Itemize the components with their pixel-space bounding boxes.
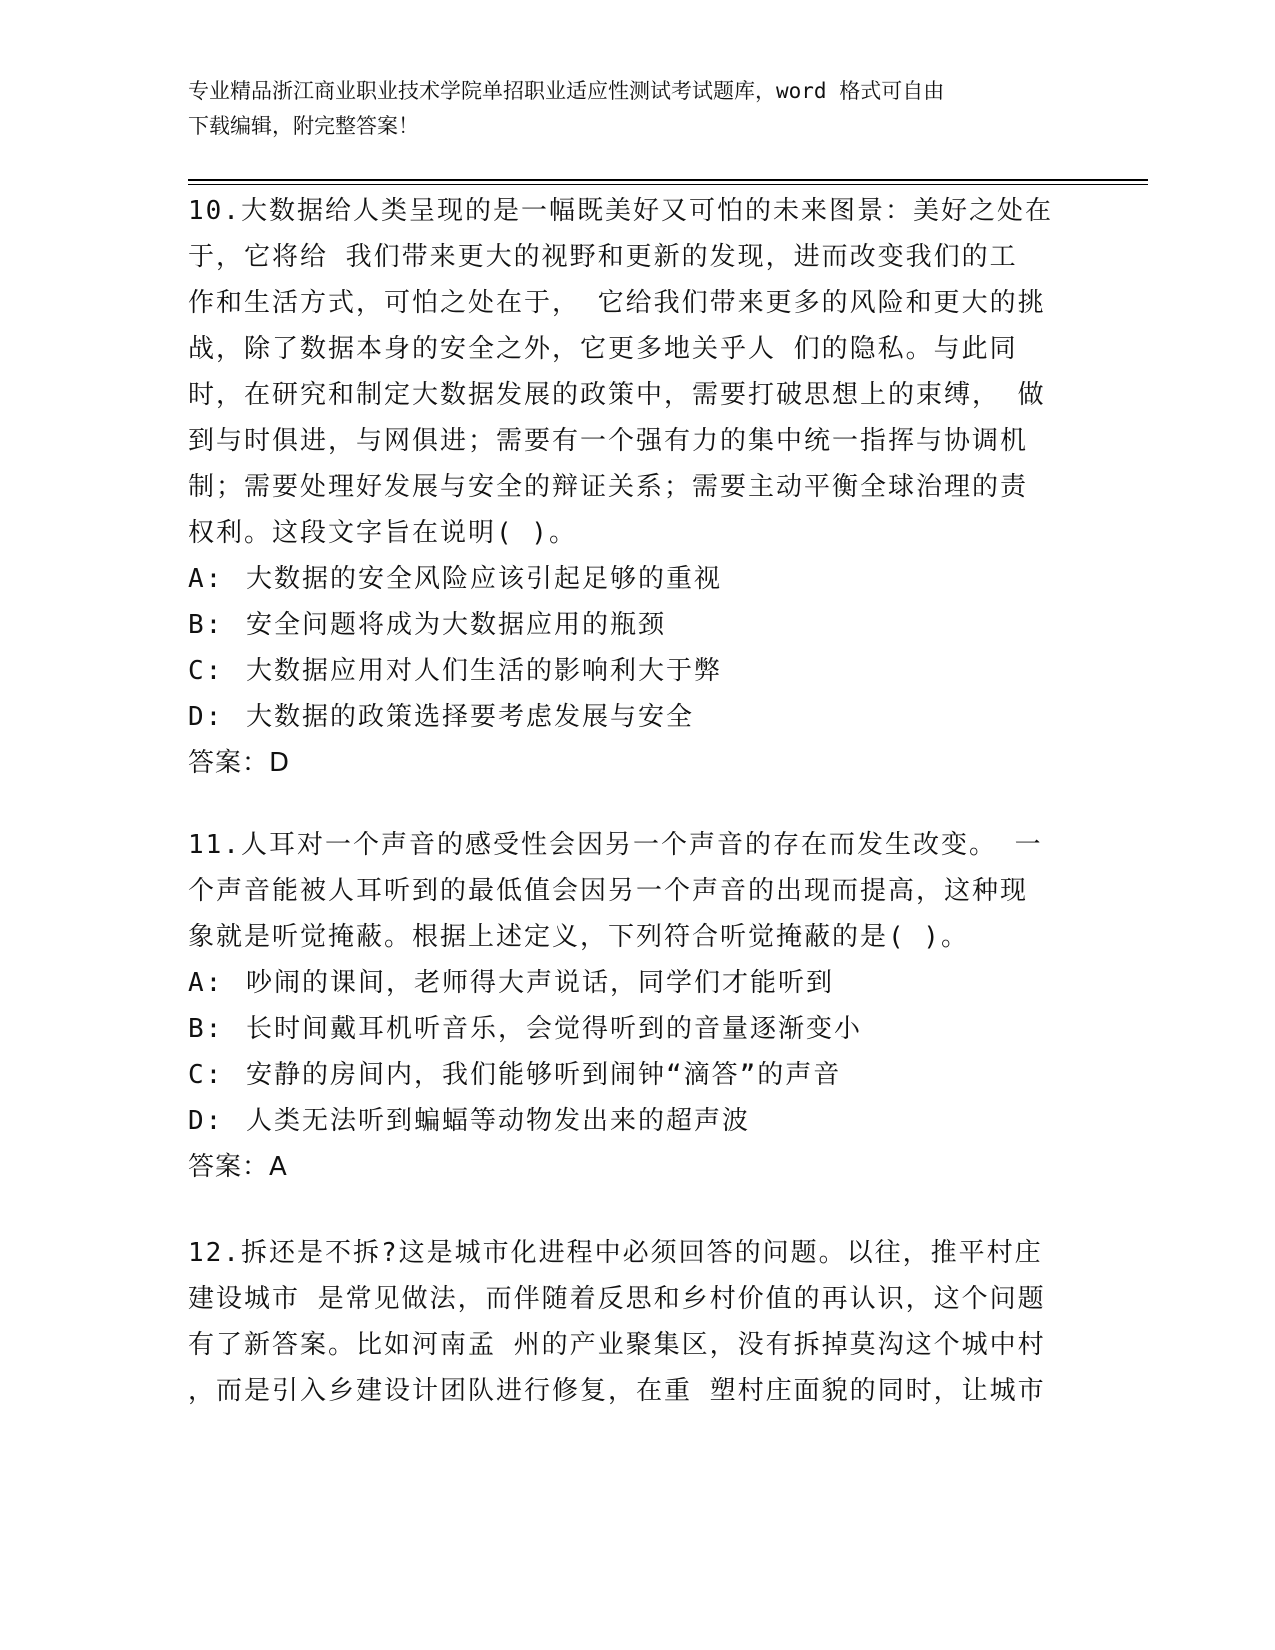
question-stem-line: ，而是引入乡建设计团队进行修复，在重 塑村庄面貌的同时，让城市 [188,1376,1046,1406]
page-header [188,74,1068,144]
header-divider-thin [188,184,1148,185]
option-text: 人类无法听到蝙蝠等动物发出来的超声波 [246,1106,751,1136]
header-line-2: 下载编辑，附完整答案！ [188,114,419,138]
option-text: 吵闹的课间，老师得大声说话，同学们才能听到 [246,968,835,998]
option-b [188,1006,1088,1052]
question-10 [188,188,1088,786]
option-key: C: [188,1060,224,1090]
option-key: C: [188,656,224,686]
option-text: 大数据的安全风险应该引起足够的重视 [246,564,723,594]
option-d [188,694,1088,740]
option-b [188,602,1088,648]
option-text: 大数据的政策选择要考虑发展与安全 [246,702,695,732]
option-text: 安静的房间内，我们能够听到闹钟“滴答”的声音 [246,1060,842,1090]
option-text: 安全问题将成为大数据应用的瓶颈 [246,610,667,640]
question-stem-line: 权利。这段文字旨在说明( )。 [188,518,577,548]
answer-line: 答案：A [188,1152,288,1182]
option-text: 大数据应用对人们生活的影响利大于弊 [246,656,723,686]
question-stem-line: 象就是听觉掩蔽。根据上述定义，下列符合听觉掩蔽的是( )。 [188,922,969,952]
header-line-1: 专业精品浙江商业职业技术学院单招职业适应性测试考试题库，word 格式可自由 [188,79,945,103]
option-d [188,1098,1088,1144]
option-a [188,556,1088,602]
option-key: A: [188,564,224,594]
option-a [188,960,1088,1006]
header-divider-thick [188,179,1148,181]
option-text: 长时间戴耳机听音乐，会觉得听到的音量逐渐变小 [246,1014,863,1044]
question-stem-line: 于，它将给 我们带来更大的视野和更新的发现，进而改变我们的工 [188,242,1018,272]
question-stem-line: 建设城市 是常见做法，而伴随着反思和乡村价值的再认识，这个问题 [188,1284,1046,1314]
question-stem-line: 10.大数据给人类呈现的是一幅既美好又可怕的未来图景：美好之处在 [188,196,1053,226]
option-c [188,648,1088,694]
answer-line: 答案：D [188,748,291,778]
option-c [188,1052,1088,1098]
question-stem-line: 作和生活方式，可怕之处在于， 它给我们带来更多的风险和更大的挑 [188,288,1046,318]
question-stem-line: 有了新答案。比如河南孟 州的产业聚集区，没有拆掉莫沟这个城中村 [188,1330,1046,1360]
option-key: A: [188,968,224,998]
question-12 [188,1230,1088,1414]
question-stem-line: 12.拆还是不拆?这是城市化进程中必须回答的问题。以往，推平村庄 [188,1238,1043,1268]
option-key: B: [188,1014,224,1044]
option-key: D: [188,1106,224,1136]
question-stem-line: 个声音能被人耳听到的最低值会因另一个声音的出现而提高，这种现 [188,876,1029,906]
question-11 [188,822,1088,1190]
question-stem-line: 11.人耳对一个声音的感受性会因另一个声音的存在而发生改变。 一 [188,830,1043,860]
question-stem-line: 战，除了数据本身的安全之外，它更多地关乎人 们的隐私。与此同 [188,334,1018,364]
option-key: D: [188,702,224,732]
option-key: B: [188,610,224,640]
question-stem-line: 到与时俱进，与网俱进；需要有一个强有力的集中统一指挥与协调机 [188,426,1029,456]
question-stem-line: 制；需要处理好发展与安全的辩证关系；需要主动平衡全球治理的责 [188,472,1029,502]
question-stem-line: 时，在研究和制定大数据发展的政策中，需要打破思想上的束缚， 做 [188,380,1046,410]
